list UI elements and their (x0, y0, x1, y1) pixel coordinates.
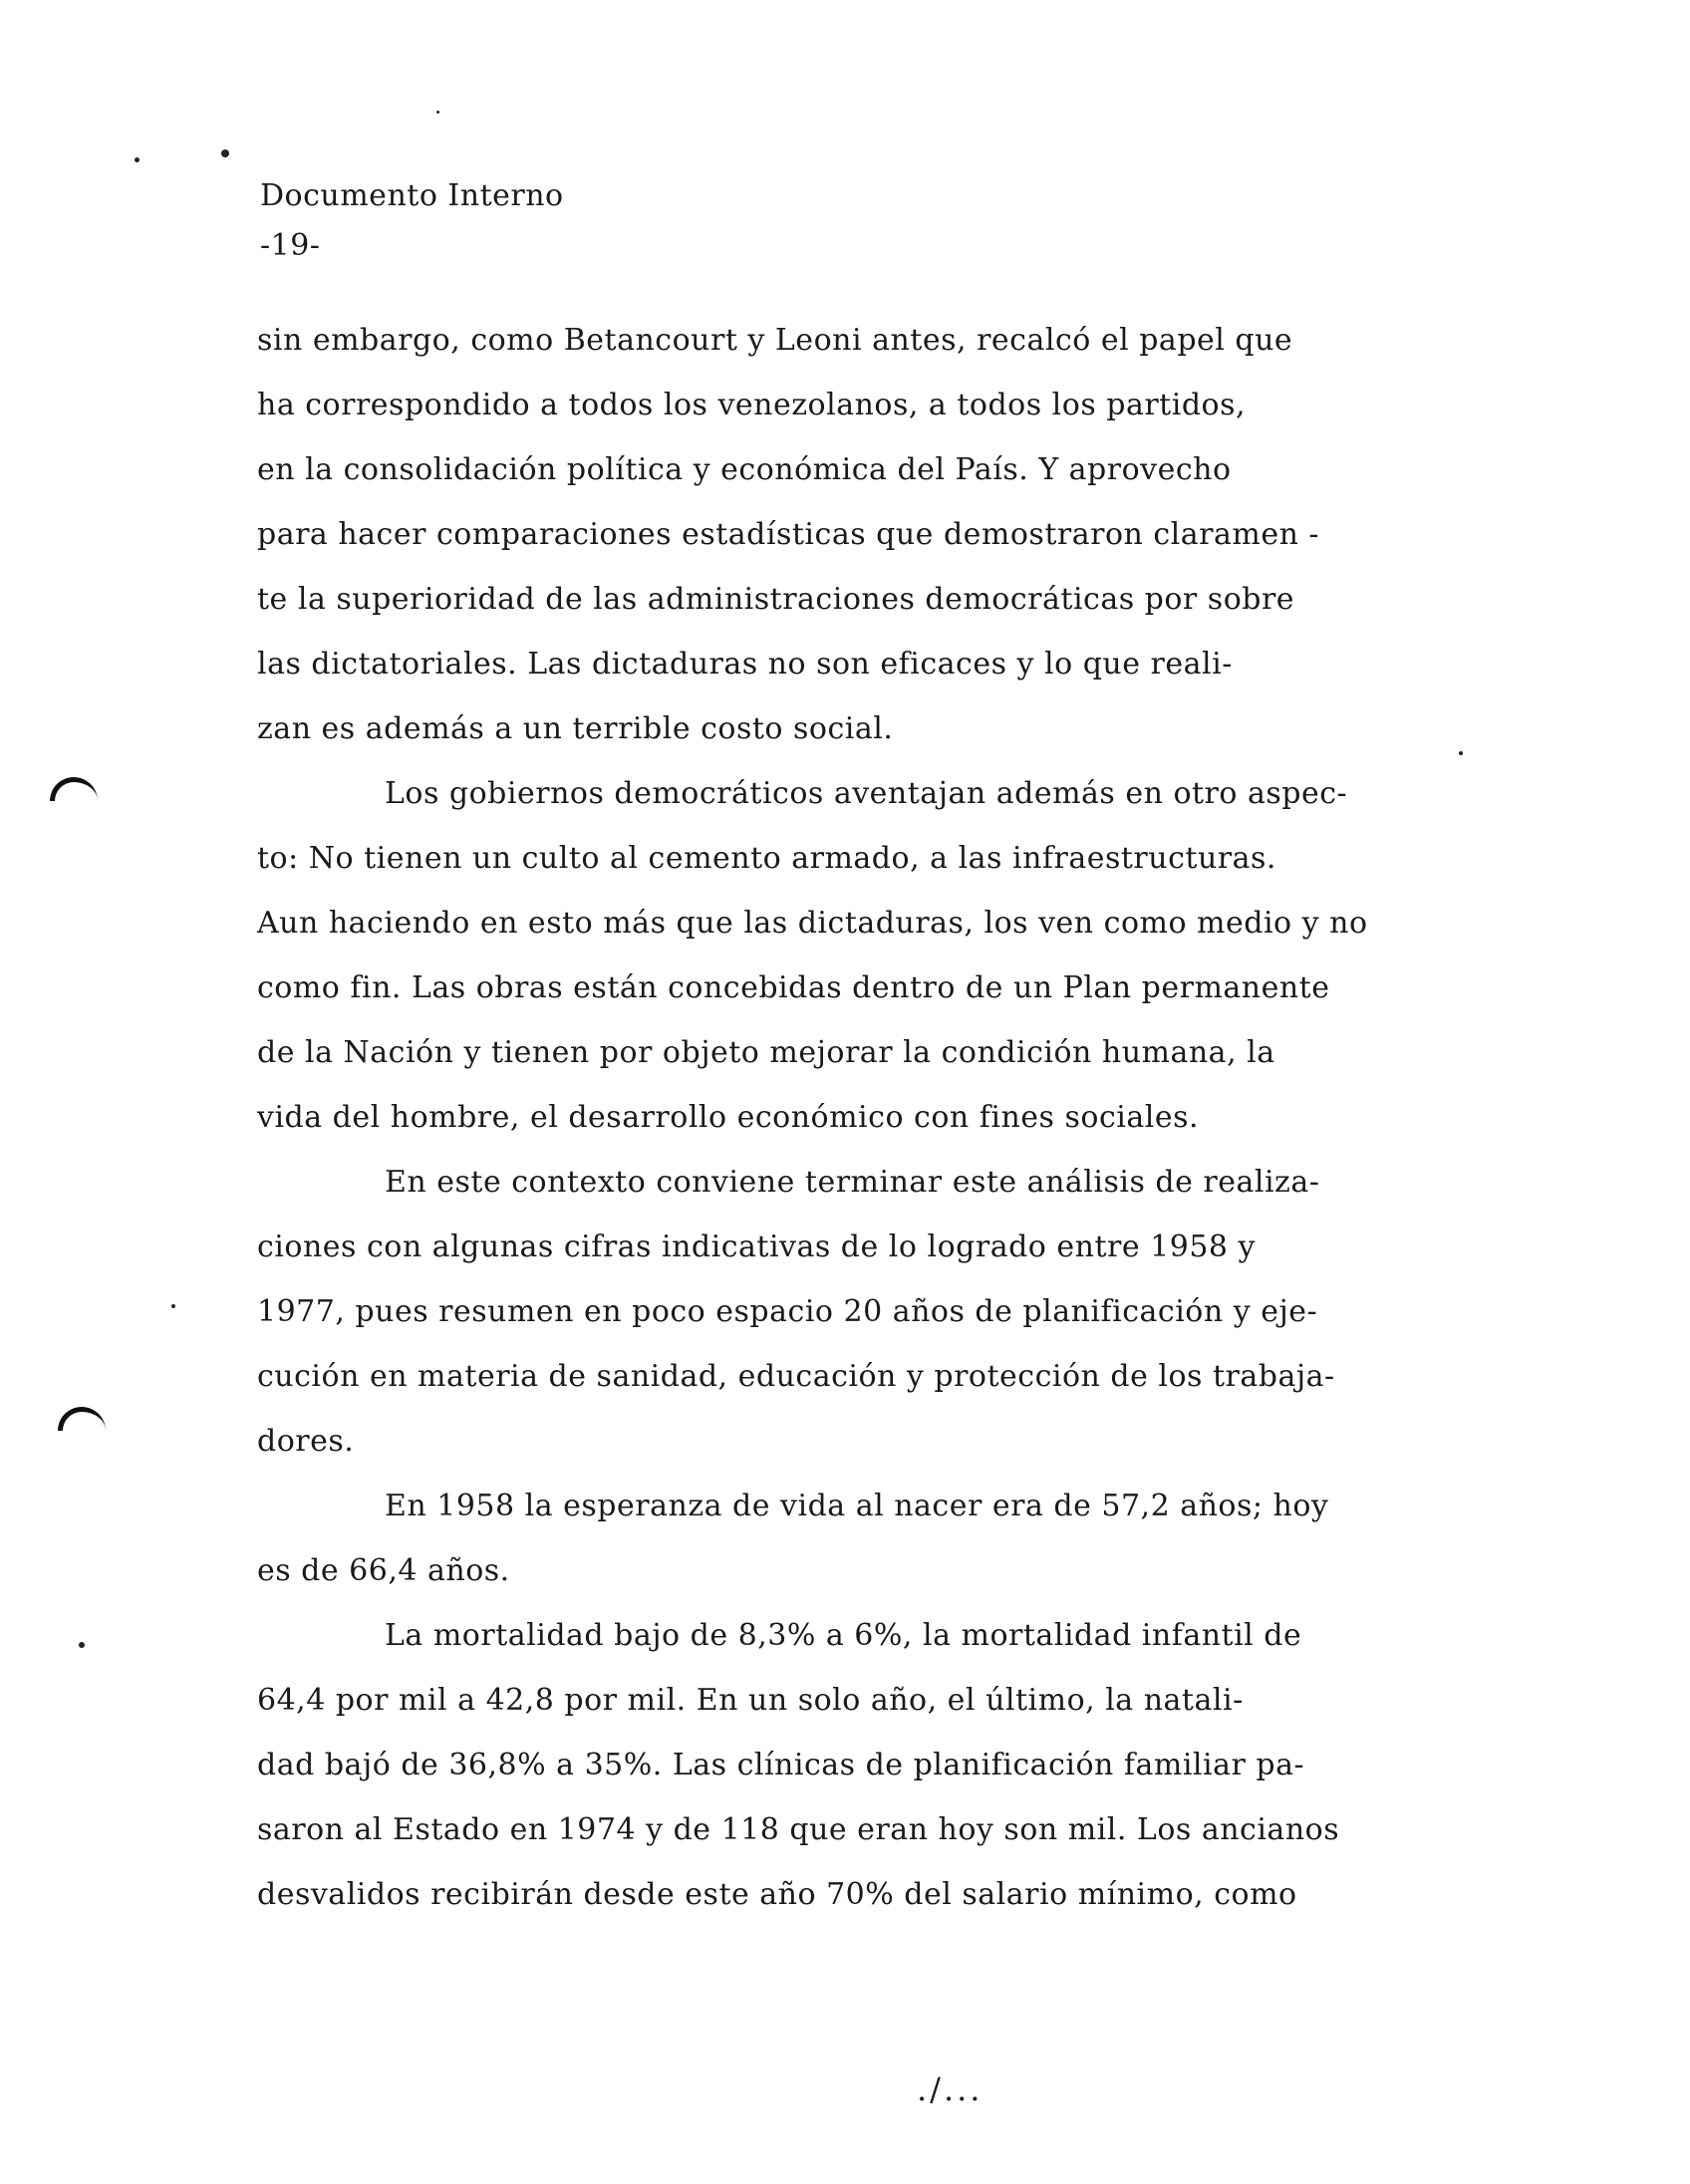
page-number: -19- (260, 228, 321, 263)
text-line: zan es además a un terrible costo social. (257, 711, 894, 746)
paragraph-5 (257, 1603, 1413, 1927)
text-line: ha correspondido a todos los venezolanos, a todos los partidos, (257, 388, 1247, 422)
scan-dot (221, 149, 229, 157)
text-line: dad bajó de 36,8% a 35%. Las clínicas de planificación familiar pa- (257, 1748, 1305, 1782)
text-line: como fin. Las obras están concebidas dentro de un Plan permanente (257, 970, 1330, 1005)
text-line: en la consolidación política y económica del País. Y aprovecho (257, 452, 1232, 487)
binder-hole-mark (58, 1407, 106, 1431)
binder-hole-mark (50, 777, 98, 801)
scan-dot (135, 157, 140, 162)
text-line: las dictatoriales. Las dictaduras no son eficaces y lo que reali- (257, 647, 1233, 682)
text-line: desvalidos recibirán desde este año 70% del salario mínimo, como (257, 1877, 1297, 1912)
paragraph-1 (257, 308, 1413, 761)
text-line: to: No tienen un culto al cemento armado, a las infraestructuras. (257, 841, 1276, 876)
text-line: cución en materia de sanidad, educación y protección de los trabaja- (257, 1359, 1335, 1394)
text-line: 1977, pues resumen en poco espacio 20 años de planificación y eje- (257, 1294, 1318, 1329)
document-title: Documento Interno (260, 178, 564, 213)
text-line: es de 66,4 años. (257, 1553, 510, 1588)
text-line: ciones con algunas cifras indicativas de lo logrado entre 1958 y (257, 1229, 1256, 1264)
text-line: de la Nación y tienen por objeto mejorar la condición humana, la (257, 1035, 1275, 1070)
scan-dot (436, 111, 439, 114)
scan-dot (171, 1304, 175, 1308)
paragraph-2 (257, 761, 1413, 1150)
text-line: dores. (257, 1424, 355, 1459)
text-line: vida del hombre, el desarrollo económico con fines sociales. (257, 1100, 1199, 1135)
text-line: saron al Estado en 1974 y de 118 que eran hoy son mil. Los ancianos (257, 1812, 1340, 1847)
continuation-mark: ./... (917, 2070, 984, 2108)
document-body (257, 308, 1413, 1927)
document-header (260, 171, 564, 271)
text-line: Aun haciendo en esto más que las dictaduras, los ven como medio y no (257, 906, 1368, 941)
text-line: sin embargo, como Betancourt y Leoni antes, recalcó el papel que (257, 323, 1293, 358)
text-line: En 1958 la esperanza de vida al nacer era de 57,2 años; hoy (385, 1489, 1329, 1523)
scan-dot (1459, 751, 1463, 755)
text-line: para hacer comparaciones estadísticas que demostraron claramen - (257, 517, 1320, 552)
text-line: Los gobiernos democráticos aventajan además en otro aspec- (385, 776, 1348, 811)
paragraph-4 (257, 1474, 1413, 1603)
scan-dot (79, 1642, 85, 1648)
paragraph-3 (257, 1150, 1413, 1474)
text-line: te la superioridad de las administraciones democráticas por sobre (257, 582, 1295, 617)
text-line: 64,4 por mil a 42,8 por mil. En un solo año, el último, la natali- (257, 1683, 1244, 1718)
text-line: En este contexto conviene terminar este análisis de realiza- (385, 1165, 1320, 1200)
text-line: La mortalidad bajo de 8,3% a 6%, la mortalidad infantil de (385, 1618, 1302, 1653)
